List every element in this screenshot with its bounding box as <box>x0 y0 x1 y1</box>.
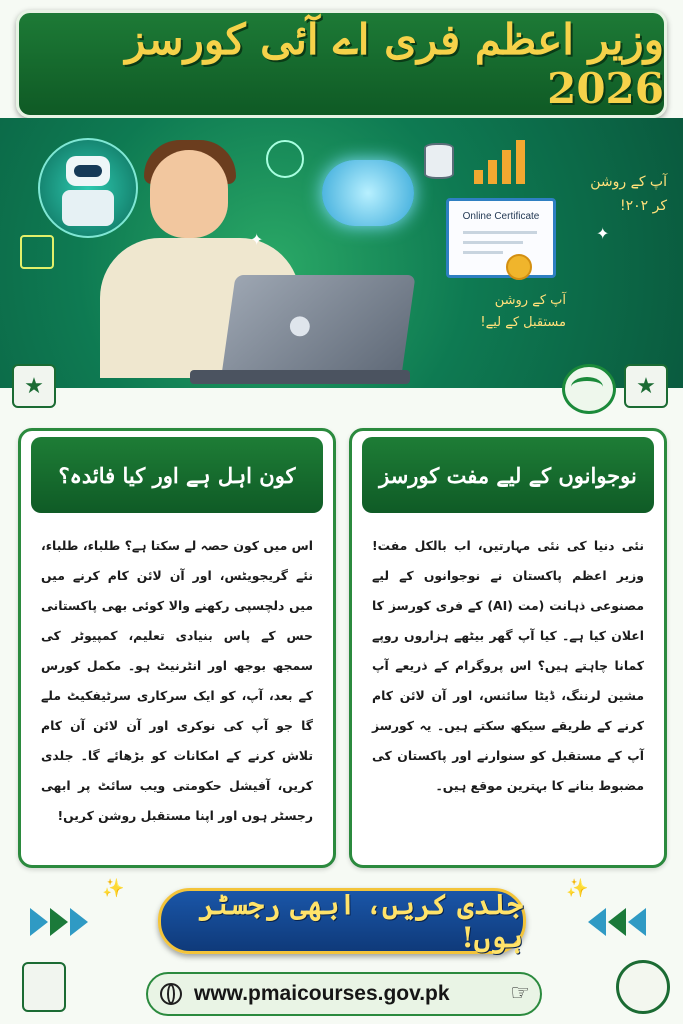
chevron-right-icon <box>30 908 88 936</box>
robot-icon <box>38 138 138 238</box>
panel-heading: کون اہل ہے اور کیا فائدہ؟ <box>58 462 296 488</box>
panel-free-courses <box>349 428 667 868</box>
globe-icon <box>160 983 182 1005</box>
title-banner <box>16 10 667 118</box>
register-now-label: جلدی کریں، ابھی رجسٹر ہوں! <box>198 888 523 954</box>
chart-icon <box>470 136 526 184</box>
laptop-base <box>190 370 410 384</box>
government-emblem-icon: ★ <box>12 364 56 408</box>
government-emblem-icon: ★ <box>624 364 668 408</box>
government-emblem-icon <box>22 962 66 1012</box>
panel-body-text: نئی دنیا کی نئی مہارتیں، اب بالکل مفت! وزیر اعظم پاکستان نے نوجوانوں کے لیے مصنوعی ذہانت (مت (AI) کے فری کورسز کا اعلان کیا ہے۔ کیا آپ گھر بیٹھے ہزاروں روپے کمانا چاہتے ہیں؟ اس پروگرام کے ذریعے آپ مشین لرننگ، ڈیٹا سائنس، اور آن لائن کام کرنے کے طریقے سیکھ سکتے ہیں۔ یہ کورسز آپ کے مستقبل کو سنوارنے اور پاکستان کی مضبوط بنانے کا بہترین موقع ہیں۔ <box>372 538 644 793</box>
cursor-hand-icon: ☞ <box>510 981 530 1006</box>
panel-header <box>31 437 323 513</box>
register-now-button[interactable] <box>158 888 526 954</box>
panel-heading: نوجوانوں کے لیے مفت کورسز <box>379 462 637 488</box>
page-title: وزیر اعظم فری اے آئی کورسز 2026 <box>125 15 664 113</box>
circuit-icon <box>266 140 304 178</box>
chevron-left-icon <box>588 908 646 936</box>
official-seal-icon <box>616 960 670 1014</box>
sparkle-icon: ✦ <box>250 230 264 249</box>
database-icon <box>424 143 454 179</box>
sparkle-icon: ✦ <box>596 224 610 243</box>
website-url-link[interactable] <box>146 972 542 1016</box>
highlight-rays-icon: ✨ <box>102 878 125 899</box>
certificate-seal-icon <box>506 254 532 280</box>
apple-logo-icon: ● <box>288 310 312 340</box>
panel-eligibility <box>18 428 336 868</box>
certificate-card <box>446 198 556 278</box>
chip-icon <box>20 235 54 269</box>
laptop-icon <box>220 275 415 383</box>
highlight-rays-icon: ✨ <box>566 878 589 899</box>
certificate-title: Online Certificate <box>462 211 540 222</box>
hero-note-bottom: آپ کے روشن مستقبل کے لیے! <box>480 293 566 330</box>
boy-face <box>150 150 228 238</box>
panel-header <box>362 437 654 513</box>
panel-body-text: اس میں کون حصہ لے سکتا ہے؟ طلباء، طلباء، نئے گریجویٹس، اور آن لائن کام کرنے میں میں دلچسپی رکھنے والا کوئی بھی پاکستانی حس کے پاس بنیادی تعلیم، کمپیوٹر کی سمجھ بوجھ اور انٹرنیٹ ہو۔ مکمل کورس کے بعد، آپ، کو ایک سرکاری سرٹیفکیٹ ملے گا جو آپ کی نوکری اور آن لائن آن کام تلاش کرنے کے امکانات کو بڑھائے گا۔ جلدی کریں، آفیشل حکومتی ویب سائٹ پر ابھی رجسٹر ہوں اور اپنا مستقبل روشن کریں! <box>41 538 313 823</box>
pm-program-logo <box>562 364 616 414</box>
website-url[interactable]: www.pmaicourses.gov.pk <box>194 982 450 1005</box>
brain-icon <box>322 160 414 226</box>
hero-note-top: آپ کے روشن کر ۲۰۲! <box>590 174 667 214</box>
